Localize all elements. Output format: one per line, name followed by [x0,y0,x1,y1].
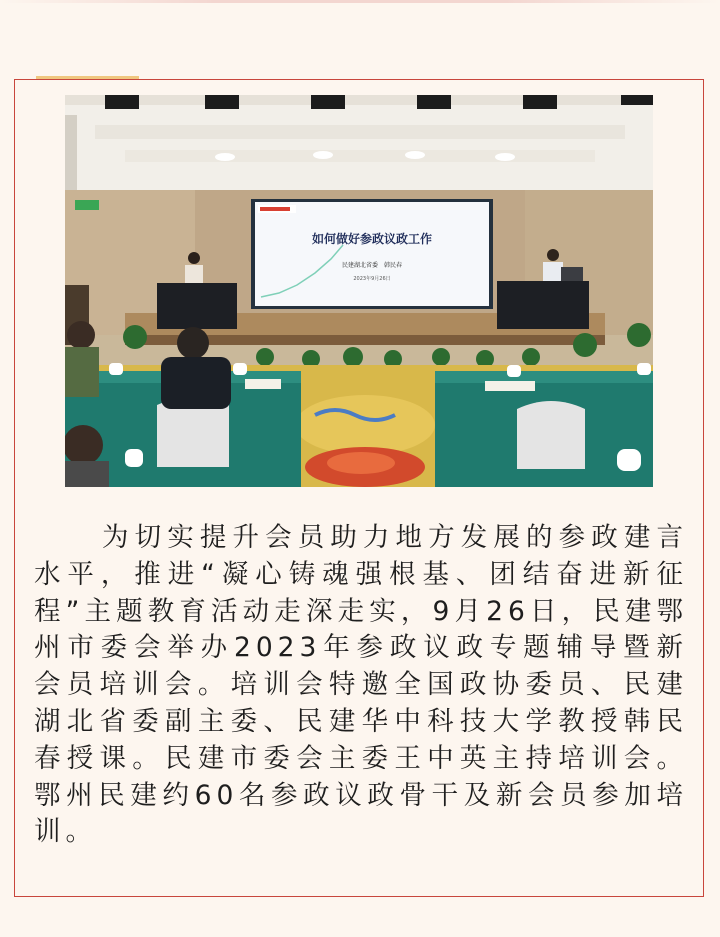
top-divider [0,0,720,3]
meeting-photo [65,95,653,487]
screen-subtitle: 民建湖北省委 韩民春 [341,262,403,269]
screen-title: 如何做好参政议政工作 [311,232,433,246]
article-paragraph: 为切实提升会员助力地方发展的参政建言水平，推进“凝心铸魂强根基、团结奋进新征程”主题教育活动走深走实，9月26日，民建鄂州市委会举办2023年参政议政专题辅导暨新会员培训会。培训会特邀全国政协委员、民建湖北省委副主委、民建华中科技大学教授韩民春授课。民建市委会主委王中英主持培训会。鄂州民建约60名参政议政骨干及新会员参加培训。 [34,522,688,848]
meeting-photo-illustration [65,95,653,487]
screen-date: 2023年9月26日 [353,276,391,282]
